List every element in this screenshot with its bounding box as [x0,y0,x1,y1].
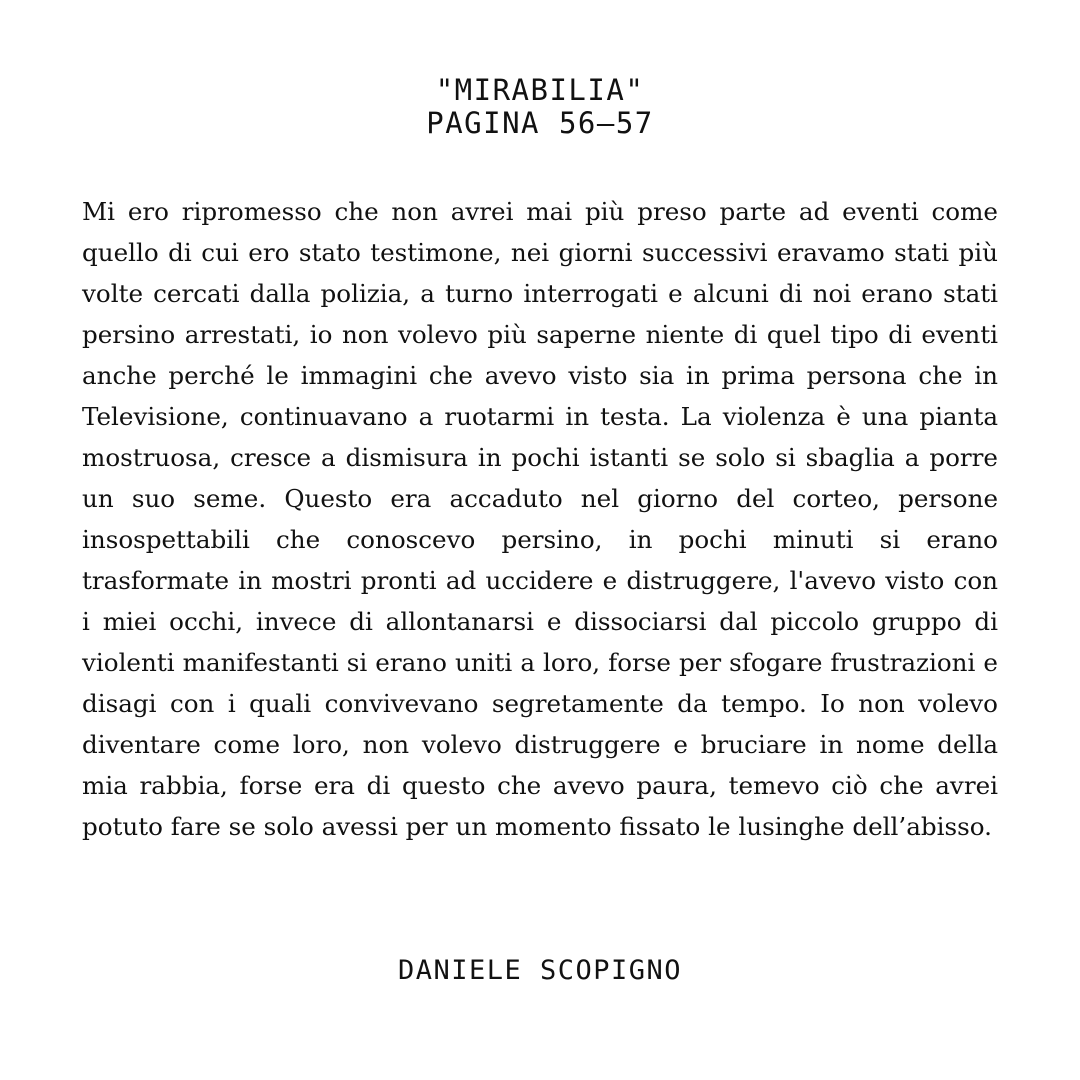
page-range: PAGINA 56–57 [426,106,654,140]
book-title: "MIRABILIA" [435,73,645,107]
book-header [0,74,1080,140]
excerpt-text: Mi ero ripromesso che non avrei mai più preso parte ad eventi come quello di cui ero stato testimone, nei giorni successivi eravamo stati più volte cercati dalla polizia, a turno interrogati e alcuni di noi erano stati persino arrestati, io non volevo più saperne niente di quel tipo di eventi anche perché le immagini che avevo visto sia in prima persona che in Televisione, continuavano a ruotarmi in testa. La violenza è una pianta mostruosa, cresce a dismisura in pochi istanti se solo si sbaglia a porre un suo seme. Questo era accaduto nel giorno del corteo, persone insospettabili che conoscevo persino, in pochi minuti si erano trasformate in mostri pronti ad uccidere e distruggere, l'avevo visto con i miei occhi, invece di allontanarsi e dissociarsi dal piccolo gruppo di violenti manifestanti si erano uniti a loro, forse per sfogare frustrazioni e disagi con i quali convivevano segretamente da tempo. Io non volevo diventare come loro, non volevo distruggere e bruciare in nome della mia rabbia, forse era di questo che avevo paura, temevo ciò che avrei potuto fare se solo avessi per un momento fissato le lusinghe dell’abisso. [82,197,998,841]
author-name: DANIELE SCOPIGNO [397,955,683,986]
